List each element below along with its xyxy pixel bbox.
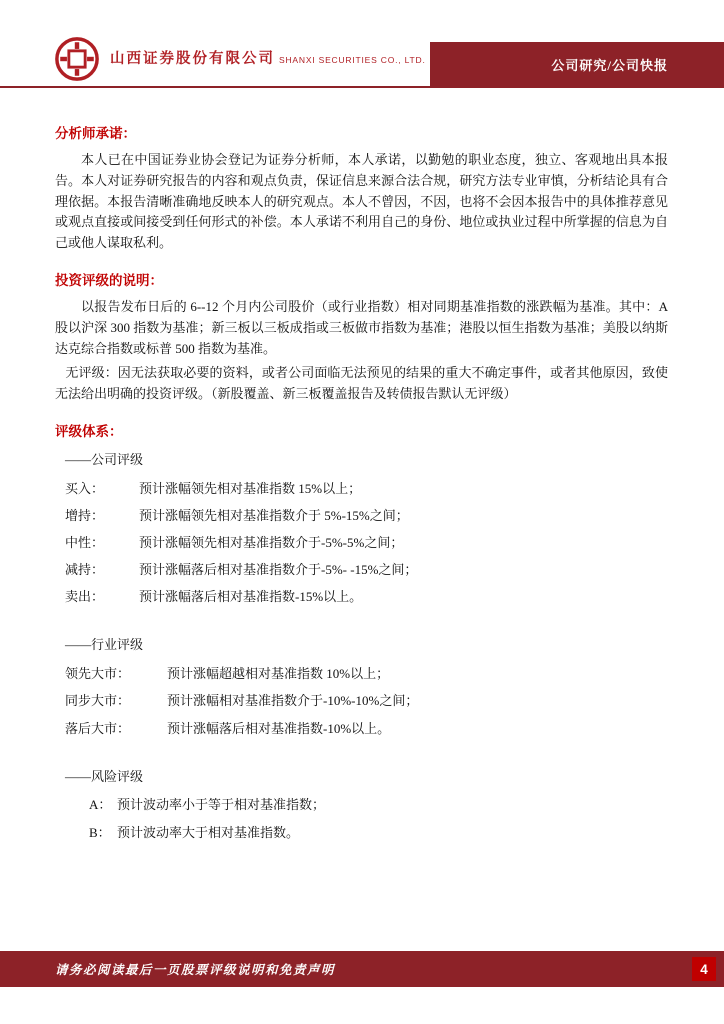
rating-row [65, 560, 668, 580]
rating-term: A： [89, 797, 112, 813]
rating-row [65, 664, 668, 684]
brand-text [110, 50, 426, 68]
company-name-en: SHANXI SECURITIES CO., LTD. [279, 54, 426, 65]
report-category-label: 公司研究/公司快报 [551, 57, 668, 73]
rating-desc: 预计波动率大于相对基准指数。 [117, 824, 300, 840]
company-name-cn: 山西证券股份有限公司 [110, 50, 275, 67]
rating-desc: 预计涨幅相对基准指数介于-10%-10%之间； [167, 693, 419, 709]
rating-term: 领先大市： [65, 666, 131, 682]
report-category-banner [430, 42, 724, 86]
group-label: ——风险评级 [65, 768, 144, 784]
no-rating-paragraph: 无评级：因无法获取必要的资料，或者公司面临无法预见的结果的重大不确定事件，或者其他原因，致使无法给出明确的投资评级。（新股覆盖、新三板覆盖报告及转债报告默认无评级） [55, 365, 668, 402]
page-header [0, 0, 724, 88]
rating-row [65, 479, 668, 499]
rating-term: B： [89, 824, 111, 840]
rating-desc: 预计涨幅落后相对基准指数介于-5%- -15%之间； [139, 562, 418, 578]
section-rating-explanation [55, 269, 668, 405]
risk-rating-group [55, 767, 668, 843]
rating-term: 中性： [65, 535, 105, 551]
rating-row [89, 823, 668, 843]
analyst-commitment-paragraph: 本人已在中国证券业协会登记为证券分析师，本人承诺，以勤勉的职业态度，独立、客观地出具本报告。本人对证券研究报告的内容和观点负责，保证信息来源合法合规，研究方法专业审慎，分析结论具有合理依据。本报告清晰准确地反映本人的研究观点。本人不曾因，不因，也将不会因本报告中的具体推荐意见或观点直接或间接受到任何形式的补偿。本人承诺不利用自己的身份、地位或执业过程中所掌握的信息为自己或他人谋取私利。 [55, 152, 668, 251]
rating-row [65, 587, 668, 607]
rating-term: 买入： [65, 480, 105, 496]
section-title: 分析师承诺： [55, 126, 136, 141]
group-label: ——行业评级 [65, 637, 144, 653]
brand-block [54, 36, 426, 82]
rating-term: 落后大市： [65, 720, 131, 736]
company-rating-group [55, 450, 668, 608]
rating-row [89, 795, 668, 815]
rating-row [65, 533, 668, 553]
rating-desc: 预计涨幅落后相对基准指数-15%以上。 [139, 589, 363, 605]
section-rating-system [55, 420, 668, 843]
rating-desc: 预计涨幅超越相对基准指数 10%以上； [167, 666, 390, 682]
group-label: ——公司评级 [65, 451, 144, 467]
rating-term: 卖出： [65, 589, 105, 605]
rating-row [65, 506, 668, 526]
section-analyst-commitment [55, 122, 668, 254]
section-title: 投资评级的说明： [55, 272, 163, 288]
page-footer [0, 951, 724, 987]
report-body [0, 88, 724, 843]
footer-disclaimer-notice: 请务必阅读最后一页股票评级说明和免责声明 [55, 963, 336, 977]
page-number-badge: 4 [692, 957, 716, 981]
rating-desc: 预计涨幅领先相对基准指数介于 5%-15%之间； [139, 507, 409, 523]
rating-term: 减持： [65, 562, 105, 578]
rating-term: 增持： [65, 507, 105, 523]
section-title: 评级体系： [55, 423, 123, 439]
industry-rating-group [55, 635, 668, 738]
company-logo-icon [54, 36, 100, 82]
rating-desc: 预计波动率小于等于相对基准指数； [117, 797, 326, 813]
header-divider [0, 86, 724, 88]
rating-row [65, 691, 668, 711]
rating-desc: 预计涨幅落后相对基准指数-10%以上。 [167, 720, 391, 736]
rating-desc: 预计涨幅领先相对基准指数 15%以上； [139, 480, 362, 496]
rating-desc: 预计涨幅领先相对基准指数介于-5%-5%之间； [139, 535, 404, 551]
rating-benchmark-paragraph: 以报告发布日后的 6--12 个月内公司股价（或行业指数）相对同期基准指数的涨跌幅为基准。其中：A 股以沪深 300 指数为基准；新三板以三板成指或三板做市指数为基准；港股以恒生指数为基准；美股以纳斯达克综合指数或标普 500 指数为基准。 [55, 298, 668, 356]
rating-row [65, 719, 668, 739]
rating-term: 同步大市： [65, 693, 131, 709]
